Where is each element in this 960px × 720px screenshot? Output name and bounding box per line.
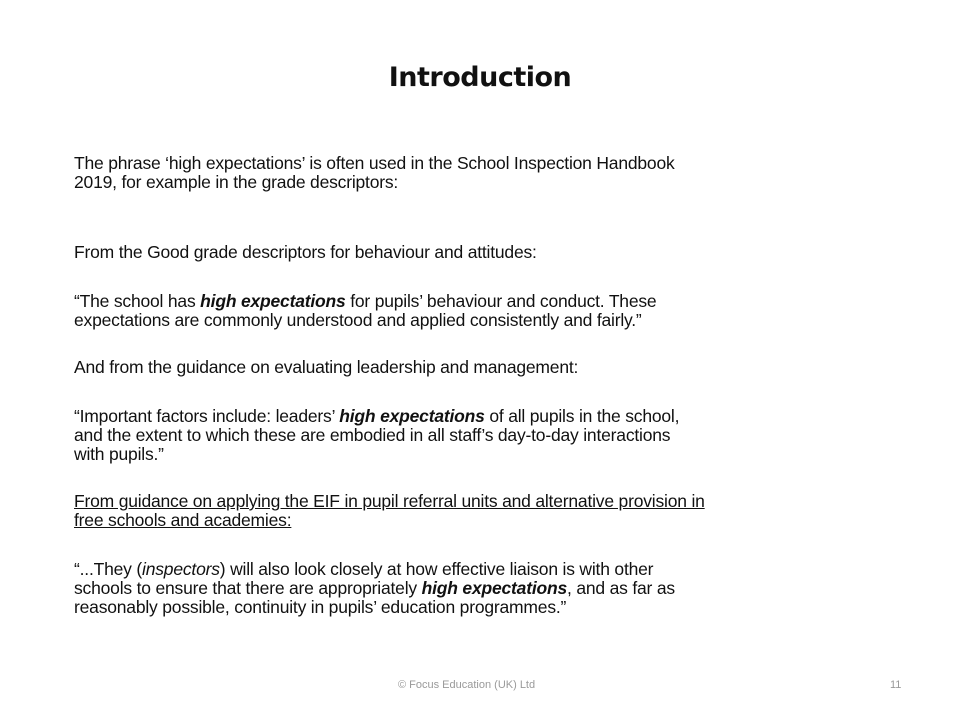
pru-heading-line-1: From guidance on applying the EIF in pupil referral units and alternative provision in [74, 491, 705, 511]
leadership-quote-line-1 [74, 407, 894, 426]
intro-paragraph [74, 154, 894, 192]
behaviour-quote-line-2: expectations are commonly understood and applied consistently and fairly.” [74, 310, 642, 330]
leadership-quote-line-3: with pupils.” [74, 444, 164, 464]
intro-line-2: 2019, for example in the grade descriptors: [74, 172, 399, 192]
pru-quote-line-1 [74, 560, 894, 579]
pru-quote-text-a: “...They ( [74, 559, 143, 579]
good-descriptors-heading [74, 243, 894, 262]
slide-title: Introduction [388, 62, 572, 93]
pru-quote [74, 560, 894, 617]
leadership-quote-text-b: of all pupils in the school, [484, 406, 680, 426]
good-heading-text: From the Good grade descriptors for behaviour and attitudes: [74, 242, 537, 262]
highlight-high-expectations: high expectations [421, 578, 568, 598]
footer-copyright: © Focus Education (UK) Ltd [398, 679, 536, 691]
pru-quote-text-b: ) will also look closely at how effective liaison is with other [219, 559, 654, 579]
pru-quote-inspectors: inspectors [142, 559, 220, 579]
pru-quote-text-d: , and as far as [567, 578, 675, 598]
slide-number: 11 [890, 679, 902, 691]
pru-quote-line-2 [74, 579, 894, 598]
leadership-quote [74, 407, 894, 464]
intro-line-1: The phrase ‘high expectations’ is often used in the School Inspection Handbook [74, 153, 675, 173]
pru-quote-line-3: reasonably possible, continuity in pupils’ education programmes.” [74, 597, 567, 617]
highlight-high-expectations: high expectations [200, 291, 346, 311]
highlight-high-expectations: high expectations [339, 406, 485, 426]
pru-guidance-heading [74, 492, 894, 530]
leadership-heading [74, 358, 894, 377]
behaviour-quote-text-b: for pupils’ behaviour and conduct. These [345, 291, 657, 311]
pru-quote-text-c: schools to ensure that there are appropriately [74, 578, 422, 598]
leadership-quote-line-2: and the extent to which these are embodied in all staff’s day-to-day interactions [74, 425, 671, 445]
behaviour-quote-line-1 [74, 292, 894, 311]
leadership-heading-text: And from the guidance on evaluating leadership and management: [74, 357, 579, 377]
behaviour-quote [74, 292, 894, 330]
behaviour-quote-text-a: “The school has [74, 291, 201, 311]
leadership-quote-text-a: “Important factors include: leaders’ [74, 406, 340, 426]
pru-heading-line-2: free schools and academies: [74, 510, 292, 530]
